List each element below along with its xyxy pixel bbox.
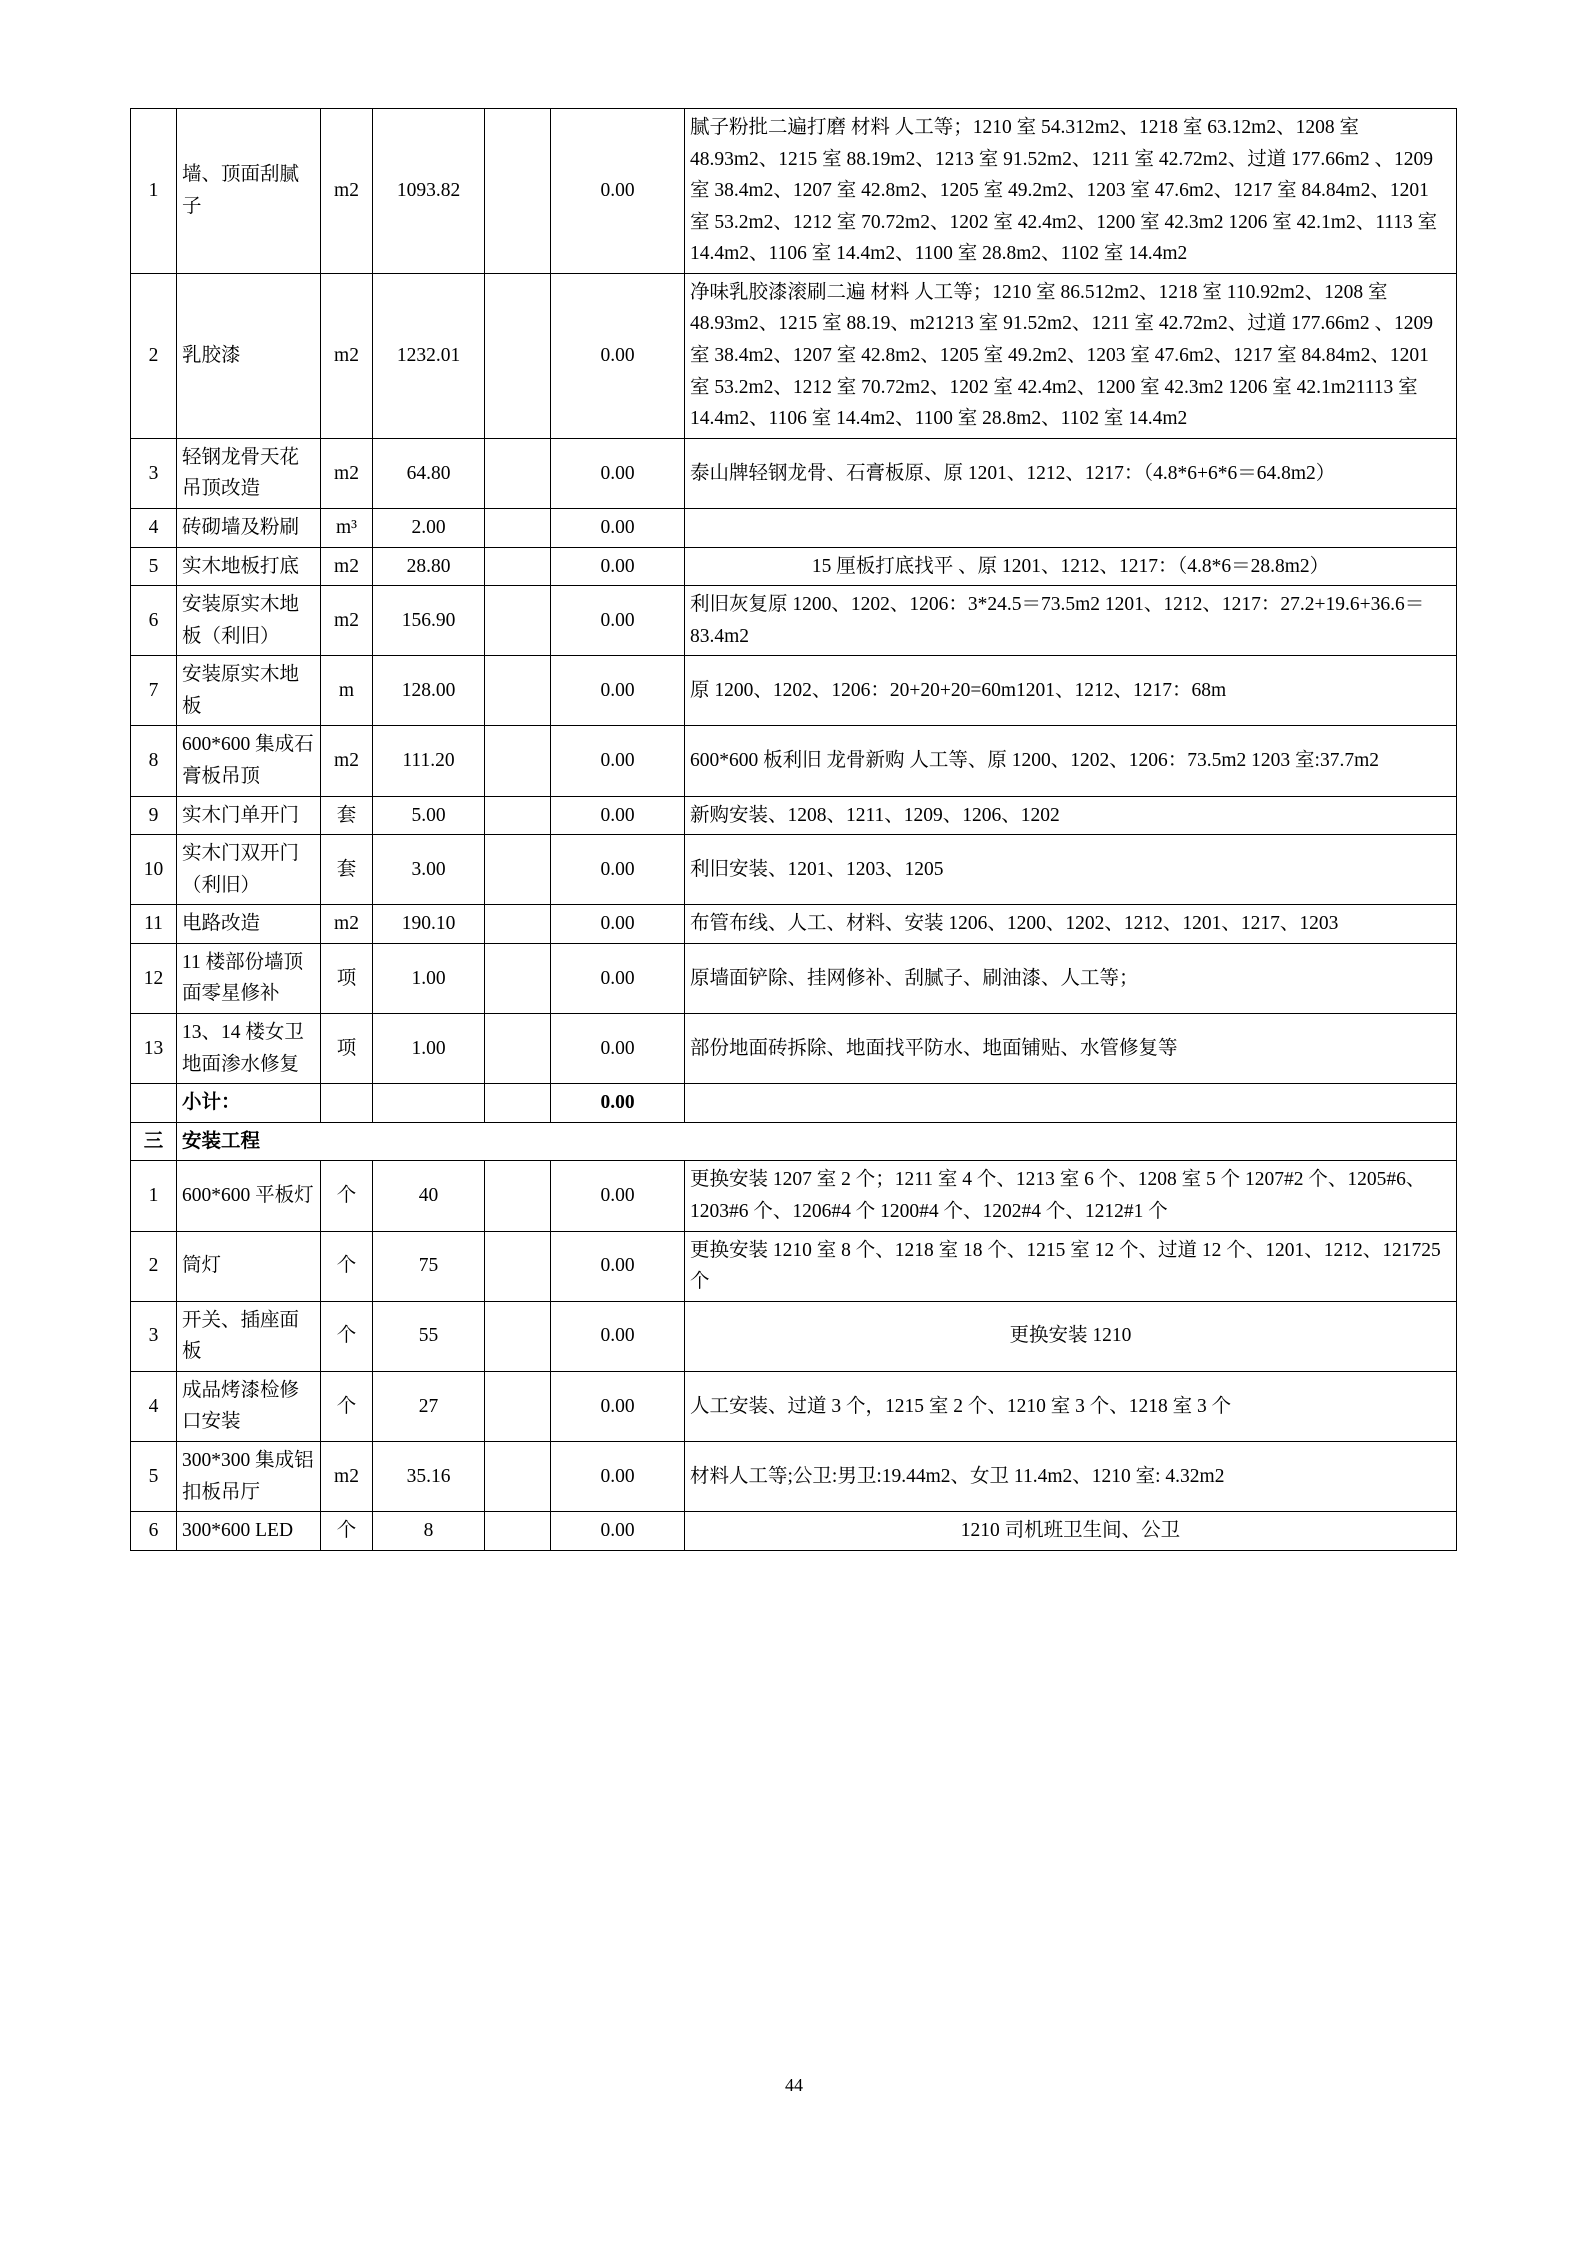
item-unit-price <box>485 1301 551 1371</box>
item-unit-price <box>485 1231 551 1301</box>
item-name: 300*600 LED <box>177 1512 321 1551</box>
section-header-row <box>131 1122 1457 1161</box>
item-unit-price <box>485 1441 551 1511</box>
item-amount: 0.00 <box>551 1231 685 1301</box>
table-row <box>131 1441 1457 1511</box>
row-number: 6 <box>131 586 177 656</box>
item-description <box>685 508 1457 547</box>
item-description: 更换安装 1207 室 2 个；1211 室 4 个、1213 室 6 个、1208 室 5 个 1207#2 个、1205#6、1203#6 个、1206#4 个 1200#4 个、1202#4 个、1212#1 个 <box>685 1161 1457 1231</box>
row-number: 1 <box>131 109 177 274</box>
item-amount: 0.00 <box>551 1301 685 1371</box>
item-unit: 项 <box>321 943 373 1013</box>
item-unit: m2 <box>321 586 373 656</box>
item-unit-price <box>485 943 551 1013</box>
row-number: 11 <box>131 905 177 944</box>
item-unit: m2 <box>321 905 373 944</box>
item-quantity: 111.20 <box>373 726 485 796</box>
item-unit-price <box>485 438 551 508</box>
item-description: 利旧安装、1201、1203、1205 <box>685 835 1457 905</box>
item-unit-price <box>485 1512 551 1551</box>
section-number: 三 <box>131 1122 177 1161</box>
item-amount: 0.00 <box>551 1161 685 1231</box>
subtotal-spacer-no <box>131 1084 177 1123</box>
item-unit-price <box>485 1014 551 1084</box>
item-amount: 0.00 <box>551 905 685 944</box>
table-row <box>131 273 1457 438</box>
table-body <box>131 109 1457 1551</box>
item-unit: m2 <box>321 547 373 586</box>
item-quantity: 5.00 <box>373 796 485 835</box>
row-number: 5 <box>131 1441 177 1511</box>
item-description: 腻子粉批二遍打磨 材料 人工等；1210 室 54.312m2、1218 室 63.12m2、1208 室 48.93m2、1215 室 88.19m2、1213 室 91.52m2、1211 室 42.72m2、过道 177.66m2 、1209 室 38.4m2、1207 室 42.8m2、1205 室 49.2m2、1203 室 47.6m2、1217 室 84.84m2、1201 室 53.2m2、1212 室 70.72m2、1202 室 42.4m2、1200 室 42.3m2 1206 室 42.1m2、1113 室 14.4m2、1106 室 14.4m2、1100 室 28.8m2、1102 室 14.4m2 <box>685 109 1457 274</box>
subtotal-label: 小计： <box>177 1084 321 1123</box>
subtotal-spacer-qty <box>373 1084 485 1123</box>
item-quantity: 28.80 <box>373 547 485 586</box>
table-row <box>131 835 1457 905</box>
item-name: 筒灯 <box>177 1231 321 1301</box>
item-unit: m³ <box>321 508 373 547</box>
item-unit-price <box>485 547 551 586</box>
table-row <box>131 796 1457 835</box>
row-number: 4 <box>131 1371 177 1441</box>
item-quantity: 40 <box>373 1161 485 1231</box>
item-unit: 个 <box>321 1512 373 1551</box>
item-amount: 0.00 <box>551 1371 685 1441</box>
item-unit: m <box>321 656 373 726</box>
row-number: 6 <box>131 1512 177 1551</box>
item-description: 净味乳胶漆滚刷二遍 材料 人工等；1210 室 86.512m2、1218 室 110.92m2、1208 室 48.93m2、1215 室 88.19、m21213 室 91.52m2、1211 室 42.72m2、过道 177.66m2 、1209 室 38.4m2、1207 室 42.8m2、1205 室 49.2m2、1203 室 47.6m2、1217 室 84.84m2、1201 室 53.2m2、1212 室 70.72m2、1202 室 42.4m2、1200 室 42.3m2 1206 室 42.1m21113 室 14.4m2、1106 室 14.4m2、1100 室 28.8m2、1102 室 14.4m2 <box>685 273 1457 438</box>
table-row <box>131 547 1457 586</box>
item-unit-price <box>485 726 551 796</box>
item-unit: 套 <box>321 796 373 835</box>
item-name: 乳胶漆 <box>177 273 321 438</box>
item-quantity: 1093.82 <box>373 109 485 274</box>
item-amount: 0.00 <box>551 835 685 905</box>
item-quantity: 128.00 <box>373 656 485 726</box>
table-row <box>131 656 1457 726</box>
item-unit-price <box>485 273 551 438</box>
item-unit-price <box>485 109 551 274</box>
table-row <box>131 1231 1457 1301</box>
item-name: 砖砌墙及粉刷 <box>177 508 321 547</box>
item-amount: 0.00 <box>551 438 685 508</box>
item-unit-price <box>485 586 551 656</box>
item-name: 11 楼部份墙顶面零星修补 <box>177 943 321 1013</box>
item-unit: m2 <box>321 726 373 796</box>
row-number: 1 <box>131 1161 177 1231</box>
table-row <box>131 508 1457 547</box>
subtotal-spacer-desc <box>685 1084 1457 1123</box>
item-unit: 项 <box>321 1014 373 1084</box>
item-quantity: 2.00 <box>373 508 485 547</box>
item-name: 开关、插座面板 <box>177 1301 321 1371</box>
row-number: 13 <box>131 1014 177 1084</box>
item-unit-price <box>485 796 551 835</box>
row-number: 5 <box>131 547 177 586</box>
table-row <box>131 438 1457 508</box>
table-row <box>131 1161 1457 1231</box>
item-amount: 0.00 <box>551 1512 685 1551</box>
item-unit: 套 <box>321 835 373 905</box>
item-unit: 个 <box>321 1231 373 1301</box>
item-unit-price <box>485 1161 551 1231</box>
item-name: 13、14 楼女卫地面渗水修复 <box>177 1014 321 1084</box>
subtotal-row <box>131 1084 1457 1123</box>
item-name: 安装原实木地板（利旧） <box>177 586 321 656</box>
item-name: 轻钢龙骨天花吊顶改造 <box>177 438 321 508</box>
page-number: 44 <box>785 2075 803 2095</box>
row-number: 4 <box>131 508 177 547</box>
row-number: 10 <box>131 835 177 905</box>
item-amount: 0.00 <box>551 726 685 796</box>
table-row <box>131 1512 1457 1551</box>
item-unit: m2 <box>321 273 373 438</box>
item-amount: 0.00 <box>551 508 685 547</box>
item-description: 材料人工等;公卫:男卫:19.44m2、女卫 11.4m2、1210 室: 4.32m2 <box>685 1441 1457 1511</box>
item-quantity: 75 <box>373 1231 485 1301</box>
table-row <box>131 943 1457 1013</box>
item-quantity: 1.00 <box>373 943 485 1013</box>
item-amount: 0.00 <box>551 656 685 726</box>
row-number: 3 <box>131 1301 177 1371</box>
item-description: 部份地面砖拆除、地面找平防水、地面铺贴、水管修复等 <box>685 1014 1457 1084</box>
item-quantity: 1232.01 <box>373 273 485 438</box>
item-amount: 0.00 <box>551 586 685 656</box>
item-unit: 个 <box>321 1301 373 1371</box>
item-name: 实木门双开门（利旧） <box>177 835 321 905</box>
item-unit: 个 <box>321 1371 373 1441</box>
item-quantity: 27 <box>373 1371 485 1441</box>
cost-estimate-table <box>130 108 1457 1551</box>
item-name: 300*300 集成铝扣板吊厅 <box>177 1441 321 1511</box>
row-number: 2 <box>131 1231 177 1301</box>
row-number: 3 <box>131 438 177 508</box>
item-quantity: 64.80 <box>373 438 485 508</box>
item-description: 更换安装 1210 <box>685 1301 1457 1371</box>
item-amount: 0.00 <box>551 273 685 438</box>
item-quantity: 1.00 <box>373 1014 485 1084</box>
item-unit: m2 <box>321 109 373 274</box>
item-description: 15 厘板打底找平 、原 1201、1212、1217：（4.8*6＝28.8m2） <box>685 547 1457 586</box>
row-number: 12 <box>131 943 177 1013</box>
subtotal-spacer-price <box>485 1084 551 1123</box>
item-name: 实木门单开门 <box>177 796 321 835</box>
item-amount: 0.00 <box>551 796 685 835</box>
table-row <box>131 726 1457 796</box>
table-row <box>131 1301 1457 1371</box>
item-name: 电路改造 <box>177 905 321 944</box>
item-quantity: 55 <box>373 1301 485 1371</box>
item-amount: 0.00 <box>551 1014 685 1084</box>
item-description: 1210 司机班卫生间、公卫 <box>685 1512 1457 1551</box>
item-unit-price <box>485 905 551 944</box>
item-quantity: 8 <box>373 1512 485 1551</box>
item-name: 600*600 集成石膏板吊顶 <box>177 726 321 796</box>
table-row <box>131 109 1457 274</box>
item-amount: 0.00 <box>551 943 685 1013</box>
item-description: 新购安装、1208、1211、1209、1206、1202 <box>685 796 1457 835</box>
item-quantity: 190.10 <box>373 905 485 944</box>
item-unit-price <box>485 1371 551 1441</box>
table-row <box>131 1371 1457 1441</box>
item-name: 成品烤漆检修口安装 <box>177 1371 321 1441</box>
row-number: 2 <box>131 273 177 438</box>
table-row <box>131 586 1457 656</box>
item-description: 利旧灰复原 1200、1202、1206：3*24.5＝73.5m2 1201、1212、1217：27.2+19.6+36.6＝83.4m2 <box>685 586 1457 656</box>
item-description: 泰山牌轻钢龙骨、石膏板原、原 1201、1212、1217：（4.8*6+6*6＝64.8m2） <box>685 438 1457 508</box>
subtotal-amount: 0.00 <box>551 1084 685 1123</box>
item-quantity: 156.90 <box>373 586 485 656</box>
item-quantity: 35.16 <box>373 1441 485 1511</box>
item-amount: 0.00 <box>551 547 685 586</box>
item-unit: m2 <box>321 1441 373 1511</box>
item-description: 600*600 板利旧 龙骨新购 人工等、原 1200、1202、1206：73.5m2 1203 室:37.7m2 <box>685 726 1457 796</box>
item-name: 实木地板打底 <box>177 547 321 586</box>
subtotal-spacer-unit <box>321 1084 373 1123</box>
item-description: 原 1200、1202、1206：20+20+20=60m1201、1212、1217：68m <box>685 656 1457 726</box>
item-description: 更换安装 1210 室 8 个、1218 室 18 个、1215 室 12 个、过道 12 个、1201、1212、121725 个 <box>685 1231 1457 1301</box>
item-amount: 0.00 <box>551 1441 685 1511</box>
row-number: 8 <box>131 726 177 796</box>
item-name: 600*600 平板灯 <box>177 1161 321 1231</box>
table-row <box>131 1014 1457 1084</box>
section-title: 安装工程 <box>177 1122 1457 1161</box>
item-description: 原墙面铲除、挂网修补、刮腻子、刷油漆、人工等； <box>685 943 1457 1013</box>
item-description: 布管布线、人工、材料、安装 1206、1200、1202、1212、1201、1217、1203 <box>685 905 1457 944</box>
item-quantity: 3.00 <box>373 835 485 905</box>
item-name: 墙、顶面刮腻子 <box>177 109 321 274</box>
item-unit-price <box>485 508 551 547</box>
row-number: 9 <box>131 796 177 835</box>
item-unit-price <box>485 656 551 726</box>
item-unit: 个 <box>321 1161 373 1231</box>
item-amount: 0.00 <box>551 109 685 274</box>
row-number: 7 <box>131 656 177 726</box>
item-unit: m2 <box>321 438 373 508</box>
table-row <box>131 905 1457 944</box>
item-description: 人工安装、过道 3 个，1215 室 2 个、1210 室 3 个、1218 室 3 个 <box>685 1371 1457 1441</box>
item-name: 安装原实木地板 <box>177 656 321 726</box>
item-unit-price <box>485 835 551 905</box>
